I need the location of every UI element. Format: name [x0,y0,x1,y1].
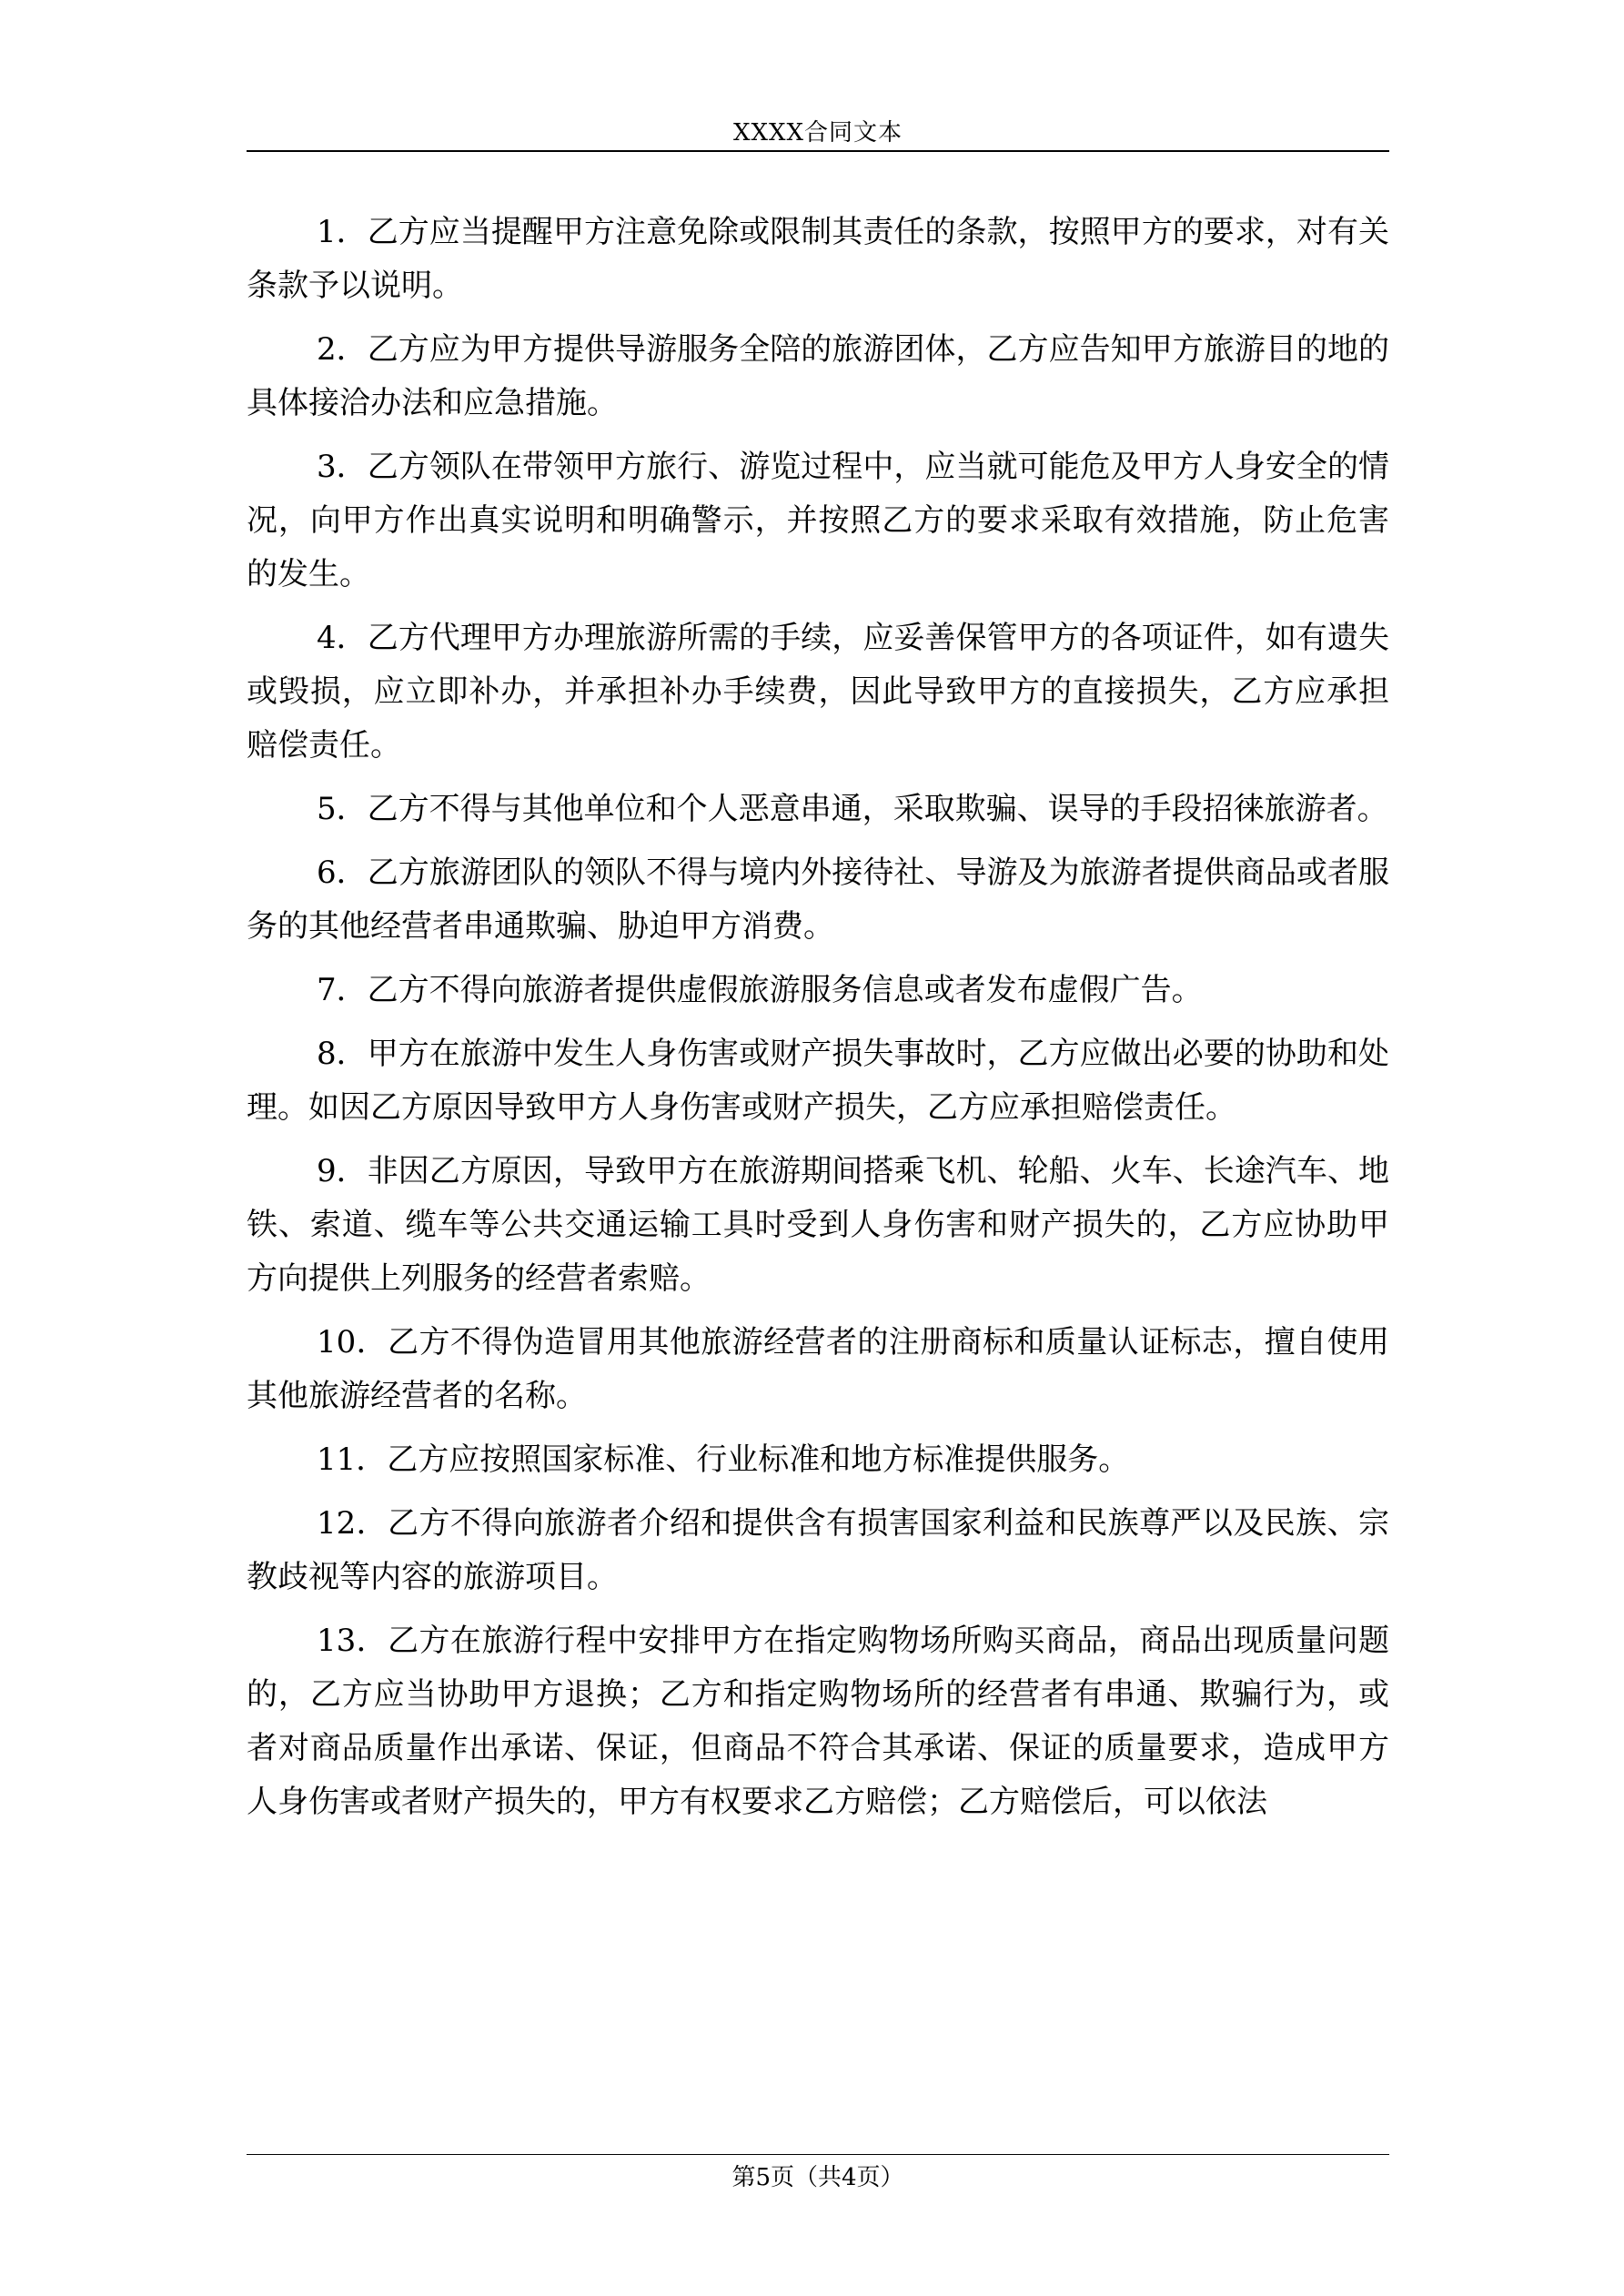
clause-paragraph-12: 12．乙方不得向旅游者介绍和提供含有损害国家利益和民族尊严以及民族、宗教歧视等内容的旅游项目。 [247,1505,1389,1595]
clause-paragraph-13: 13．乙方在旅游行程中安排甲方在指定购物场所购买商品，商品出现质量问题的，乙方应当协助甲方退换；乙方和指定购物场所的经营者有串通、欺骗行为，或者对商品质量作出承诺、保证，但商品不符合其承诺、保证的质量要求，造成甲方人身伤害或者财产损失的，甲方有权要求乙方赔偿；乙方赔偿后，可以依法 [247,1623,1389,1820]
page-number-label: 第5页（共4页） [731,2164,904,2191]
clause-paragraph-6: 6．乙方旅游团队的领队不得与境内外接待社、导游及为旅游者提供商品或者服务的其他经营者串通欺骗、胁迫甲方消费。 [247,855,1389,945]
clause-paragraph-3: 3．乙方领队在带领甲方旅行、游览过程中，应当就可能危及甲方人身安全的情况，向甲方作出真实说明和明确警示，并按照乙方的要求采取有效措施，防止危害的发生。 [247,449,1389,592]
clause-paragraph-1: 1．乙方应当提醒甲方注意免除或限制其责任的条款，按照甲方的要求，对有关条款予以说明。 [247,214,1389,304]
page-header-title: XXXX合同文本 [732,119,903,147]
clause-paragraph-11: 11．乙方应按照国家标准、行业标准和地方标准提供服务。 [317,1441,1130,1478]
clause-paragraph-10: 10．乙方不得伪造冒用其他旅游经营者的注册商标和质量认证标志，擅自使用其他旅游经营者的名称。 [247,1324,1389,1414]
footer-divider [247,2154,1389,2155]
clause-paragraph-4: 4．乙方代理甲方办理旅游所需的手续，应妥善保管甲方的各项证件，如有遗失或毁损，应立即补办，并承担补办手续费，因此导致甲方的直接损失，乙方应承担赔偿责任。 [247,620,1389,764]
clause-paragraph-5: 5．乙方不得与其他单位和个人恶意串通，采取欺骗、误导的手段招徕旅游者。 [317,791,1388,827]
clause-paragraph-9: 9．非因乙方原因，导致甲方在旅游期间搭乘飞机、轮船、火车、长途汽车、地铁、索道、缆车等公共交通运输工具时受到人身伤害和财产损失的，乙方应协助甲方向提供上列服务的经营者索赔。 [247,1153,1389,1297]
document-body [247,206,1389,1839]
header-divider [247,150,1389,152]
clause-paragraph-8: 8．甲方在旅游中发生人身伤害或财产损失事故时，乙方应做出必要的协助和处理。如因乙方原因导致甲方人身伤害或财产损失，乙方应承担赔偿责任。 [247,1036,1389,1126]
clause-paragraph-7: 7．乙方不得向旅游者提供虚假旅游服务信息或者发布虚假广告。 [317,972,1203,1008]
clause-paragraph-2: 2．乙方应为甲方提供导游服务全陪的旅游团体，乙方应告知甲方旅游目的地的具体接洽办法和应急措施。 [247,331,1389,421]
